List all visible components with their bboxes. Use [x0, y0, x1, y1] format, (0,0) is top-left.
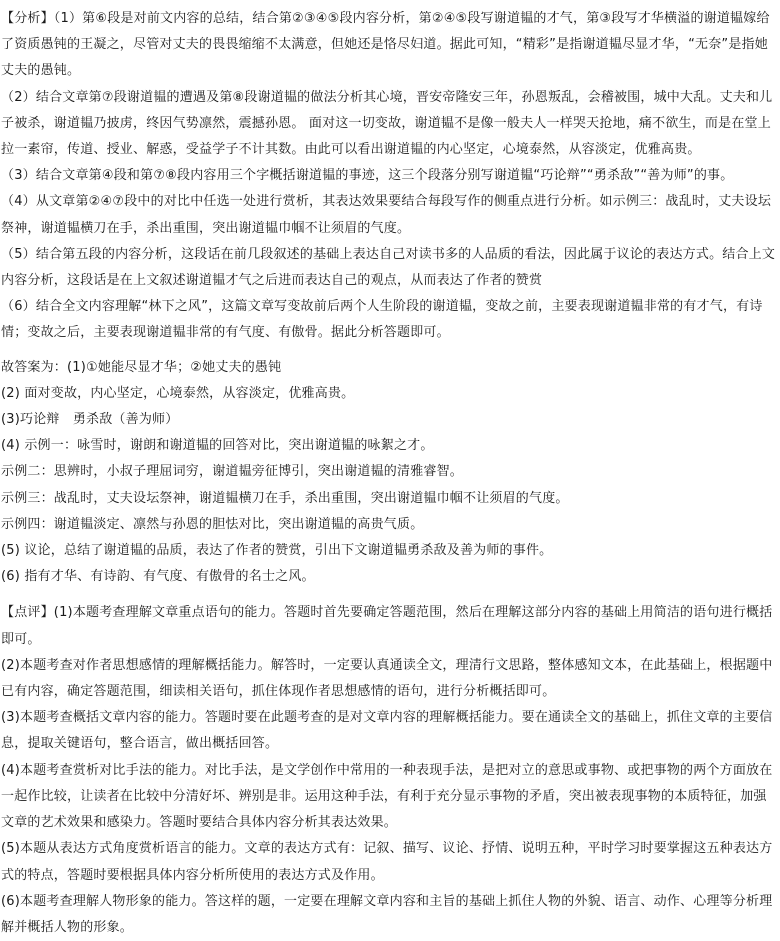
comments-section [1, 600, 776, 941]
answer-line: 示例二：思辨时，小叔子理屈词穷，谢道韫旁征博引，突出谢道韫的清雅睿智。 [1, 464, 464, 480]
answer-line: 示例四：谢道韫淡定、凛然与孙恩的胆怯对比，突出谢道韫的高贵气质。 [1, 516, 424, 532]
answers-section [1, 355, 776, 591]
analysis-paragraph-1: 【分析】（1）第⑥段是对前文内容的总结，结合第②③④⑤段内容分析，第②④⑤段写谢道韫的才气，第③段写才华横溢的谢道韫嫁给了资质愚钝的王凝之，尽管对丈夫的畏畏缩缩不太满意，但她还是恪尽妇道。据此可知，“精彩”是指谢道韫尽显才华，“无奈”是指她丈夫的愚钝。 [1, 11, 770, 79]
analysis-paragraph-3: （3）结合文章第④段和第⑦⑧段内容用三个字概括谢道韫的事迹，这三个段落分别写谢道韫“巧论辩”“勇杀敌”“善为师”的事。 [1, 168, 734, 184]
answer-line: (3)巧论辩 勇杀敌（善为师） [1, 412, 179, 428]
answer-line: (4) 示例一：咏雪时，谢朗和谢道韫的回答对比，突出谢道韫的咏絮之才。 [1, 438, 434, 454]
comment-paragraph: 【点评】(1)本题考查理解文章重点语句的能力。答题时首先要确定答题范围，然后在理解这部分内容的基础上用简洁的语句进行概括即可。 [1, 605, 773, 647]
analysis-paragraph-5: （5）结合第五段的内容分析，这段话在前几段叙述的基础上表达自己对读书多的人品质的看法，因此属于议论的表达方式。结合上文内容分析，这段话是在上文叙述谢道韫才气之后进而表达自己的观点，从而表达了作者的赞赏 [1, 246, 776, 289]
answer-line: (2) 面对变故，内心坚定，心境泰然，从容淡定，优雅高贵。 [1, 385, 355, 401]
answer-line: 故答案为：(1)①她能尽显才华；②她丈夫的愚钝 [1, 359, 282, 375]
comment-paragraph: (3)本题考查概括文章内容的能力。答题时要在此题考查的是对文章内容的理解概括能力。要在通读全文的基础上，抓住文章的主要信息，提取关键语句，整合语言，做出概括回答。 [1, 710, 773, 752]
analysis-paragraph-2: （2）结合文章第⑦段谢道韫的遭遇及第⑧段谢道韫的做法分析其心境，晋安帝隆安三年，孙恩叛乱，会稽被围，城中大乱。丈夫和儿子被杀，谢道韫乃披虏，终因气势凛然，震撼孙恩。 面对这一切变故，谢道韫不是像一般夫人一样哭天抢地，痛不欲生，而是在堂上拉一素帘，传道、授业、解惑，受益学子不计其数。由此可以看出谢道韫的内心坚定，心境泰然，从容淡定，优雅高贵。 [1, 89, 773, 158]
answer-line: (5) 议论，总结了谢道韫的品质，表达了作者的赞赏，引出下文谢道韫勇杀敌及善为师的事件。 [1, 543, 553, 559]
answer-line: (6) 指有才华、有诗韵、有气度、有傲骨的名士之风。 [1, 569, 315, 585]
analysis-paragraph-4: （4）从文章第②④⑦段中的对比中任选一处进行赏析，其表达效果要结合每段写作的侧重点进行分析。如示例三：战乱时，丈夫设坛祭神，谢道韫横刀在手，杀出重围，突出谢道韫巾帼不让须眉的气度。 [1, 194, 772, 236]
comment-paragraph: (4)本题考查赏析对比手法的能力。对比手法，是文学创作中常用的一种表现手法，是把对立的意思或事物、或把事物的两个方面放在一起作比较，让读者在比较中分清好坏、辨别是非。运用这种手法，有利于充分显示事物的矛盾，突出被表现事物的本质特征，加强文章的艺术效果和感染力。答题时要结合具体内容分析其表达效果。 [1, 762, 773, 831]
analysis-paragraph-6: （6）结合全文内容理解“林下之风”，这篇文章写变故前后两个人生阶段的谢道韫，变故之前，主要表现谢道韫非常的有才气，有诗情；变故之后，主要表现谢道韫非常的有气度、有傲骨。据此分析答题即可。 [1, 299, 763, 341]
comment-paragraph: (2)本题考查对作者思想感情的理解概括能力。解答时，一定要认真通读全文，理清行文思路，整体感知文本，在此基础上，根据题中已有内容，确定答题范围，细读相关语句，抓住体现作者思想感情的语句，进行分析概括即可。 [1, 657, 773, 700]
comment-paragraph: (6)本题考查理解人物形象的能力。答这样的题，一定要在理解文章内容和主旨的基础上抓住人物的外貌、语言、动作、心理等分析理解并概括人物的形象。 [1, 893, 773, 935]
answer-line: 示例三：战乱时，丈夫设坛祭神，谢道韫横刀在手，杀出重围，突出谢道韫巾帼不让须眉的气度。 [1, 490, 569, 506]
comment-paragraph: (5)本题从表达方式角度赏析语言的能力。文章的表达方式有：记叙、描写、议论、抒情、说明五种，平时学习时要掌握这五种表达方式的特点，答题时要根据具体内容分析所使用的表达方式及作用。 [1, 841, 773, 883]
analysis-section [1, 6, 776, 347]
